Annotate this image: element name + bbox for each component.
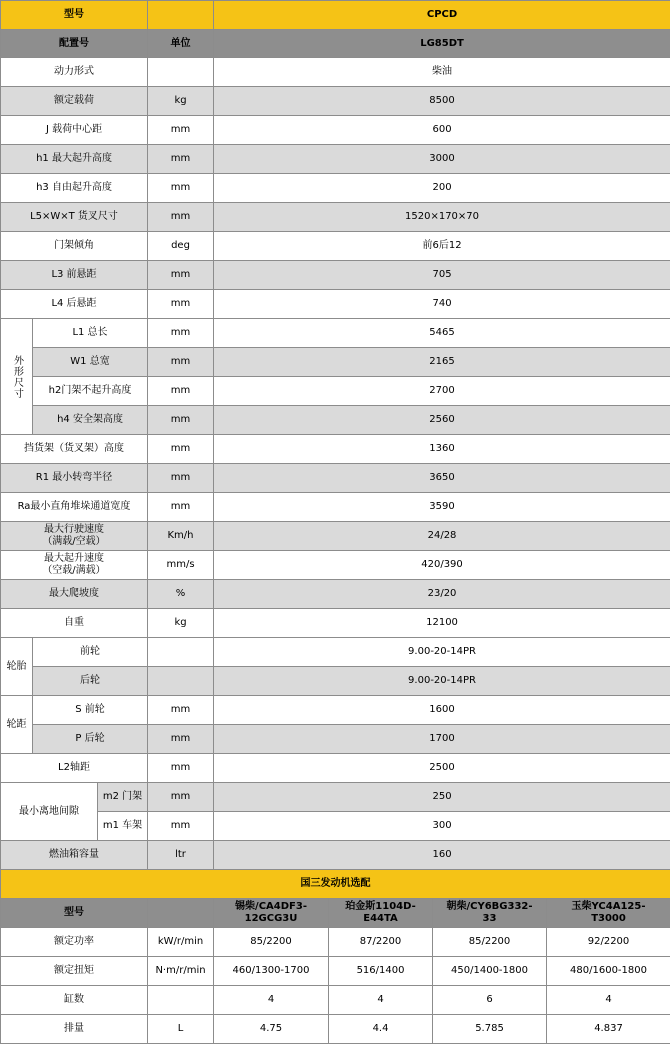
engine-row-cylinders xyxy=(1,986,670,1015)
row-unit: mm xyxy=(148,116,214,145)
row-value: 柴油 xyxy=(214,58,670,87)
row-label: L2轴距 xyxy=(1,754,148,783)
row-value: 705 xyxy=(214,261,670,290)
row-label: h4 安全架高度 xyxy=(33,406,148,435)
spec-row-load xyxy=(1,87,670,116)
row-unit: mm xyxy=(148,696,214,725)
engine-value: 85/2200 xyxy=(433,928,547,957)
row-value: 3590 xyxy=(214,493,670,522)
engine-model-2 xyxy=(329,899,433,928)
row-label: 后轮 xyxy=(33,667,148,696)
row-value: 12100 xyxy=(214,609,670,638)
row-label: L1 总长 xyxy=(33,319,148,348)
row-label: h3 自由起升高度 xyxy=(1,174,148,203)
row-label: 缸数 xyxy=(1,986,148,1015)
row-value: 600 xyxy=(214,116,670,145)
engine-header-row xyxy=(1,899,670,928)
row-label: h1 最大起升高度 xyxy=(1,145,148,174)
row-unit: mm xyxy=(148,174,214,203)
engine-value: 516/1400 xyxy=(329,957,433,986)
row-value: 8500 xyxy=(214,87,670,116)
row-unit: kW/r/min xyxy=(148,928,214,957)
row-value: 9.00-20-14PR xyxy=(214,667,670,696)
row-label: 最大爬坡度 xyxy=(1,580,148,609)
engine-value: 4 xyxy=(214,986,329,1015)
engine-section-row xyxy=(1,870,670,899)
engine-model-line2: 33 xyxy=(482,913,497,924)
row-value: 1700 xyxy=(214,725,670,754)
engine-value: 460/1300-1700 xyxy=(214,957,329,986)
engine-model-line1: 朝柴/CY6BG332- xyxy=(446,901,533,912)
row-label-line2: （空载/满载） xyxy=(42,565,106,576)
engine-section-title: 国三发动机选配 xyxy=(1,870,670,899)
row-unit: mm xyxy=(148,783,214,812)
config-value: LG85DT xyxy=(214,30,670,58)
row-label: S 前轮 xyxy=(33,696,148,725)
clearance-group-label: 最小离地间隙 xyxy=(1,783,98,841)
row-value: 200 xyxy=(214,174,670,203)
spec-row-fuel xyxy=(1,841,670,870)
row-label: 燃油箱容量 xyxy=(1,841,148,870)
row-unit: mm xyxy=(148,435,214,464)
row-unit: mm xyxy=(148,493,214,522)
engine-model-line1: 锡柴/CA4DF3- xyxy=(235,901,307,912)
row-unit: mm xyxy=(148,203,214,232)
tire-group-label: 轮胎 xyxy=(1,638,33,696)
engine-model-4 xyxy=(547,899,670,928)
row-unit: mm xyxy=(148,464,214,493)
row-unit: kg xyxy=(148,609,214,638)
engine-row-power xyxy=(1,928,670,957)
row-value: 前6后12 xyxy=(214,232,670,261)
spec-row-weight xyxy=(1,609,670,638)
config-row xyxy=(1,30,670,58)
spec-row-l1 xyxy=(1,319,670,348)
engine-value: 4.4 xyxy=(329,1015,433,1044)
row-value: 420/390 xyxy=(214,551,670,580)
engine-value: 6 xyxy=(433,986,547,1015)
row-unit xyxy=(148,986,214,1015)
spec-row-backrest xyxy=(1,435,670,464)
track-group-label: 轮距 xyxy=(1,696,33,754)
row-unit: Km/h xyxy=(148,522,214,551)
row-unit: L xyxy=(148,1015,214,1044)
row-label-line1: 最大行驶速度 xyxy=(44,524,104,535)
spec-row-h3 xyxy=(1,174,670,203)
spec-row-ra xyxy=(1,493,670,522)
row-label xyxy=(1,522,148,551)
engine-value: 87/2200 xyxy=(329,928,433,957)
row-unit: mm/s xyxy=(148,551,214,580)
engine-model-3 xyxy=(433,899,547,928)
row-label: R1 最小转弯半径 xyxy=(1,464,148,493)
row-label: m2 门架 xyxy=(98,783,148,812)
engine-model-line1: 玉柴YC4A125- xyxy=(571,901,646,912)
row-value: 1600 xyxy=(214,696,670,725)
model-row xyxy=(1,1,670,30)
row-label xyxy=(1,551,148,580)
row-value: 23/20 xyxy=(214,580,670,609)
spec-row-tilt xyxy=(1,232,670,261)
spec-row-l3 xyxy=(1,261,670,290)
row-unit: % xyxy=(148,580,214,609)
row-unit xyxy=(148,58,214,87)
engine-value: 4.75 xyxy=(214,1015,329,1044)
row-label: 自重 xyxy=(1,609,148,638)
row-unit: kg xyxy=(148,87,214,116)
engine-model-line2: E44TA xyxy=(363,913,398,924)
engine-value: 4 xyxy=(329,986,433,1015)
row-value: 3000 xyxy=(214,145,670,174)
row-unit: N·m/r/min xyxy=(148,957,214,986)
engine-value: 85/2200 xyxy=(214,928,329,957)
engine-value: 450/1400-1800 xyxy=(433,957,547,986)
row-value: 250 xyxy=(214,783,670,812)
engine-row-displacement xyxy=(1,1015,670,1044)
row-unit: mm xyxy=(148,290,214,319)
model-value: CPCD xyxy=(214,1,670,30)
row-label: W1 总宽 xyxy=(33,348,148,377)
row-unit: ltr xyxy=(148,841,214,870)
row-label: 额定扭矩 xyxy=(1,957,148,986)
spec-row-rear-tire xyxy=(1,667,670,696)
engine-model-label: 型号 xyxy=(1,899,148,928)
row-unit: mm xyxy=(148,319,214,348)
row-label-line2: （满载/空载） xyxy=(42,536,106,547)
engine-value: 5.785 xyxy=(433,1015,547,1044)
row-value: 740 xyxy=(214,290,670,319)
engine-row-torque xyxy=(1,957,670,986)
row-unit: mm xyxy=(148,348,214,377)
row-value: 5465 xyxy=(214,319,670,348)
row-value: 300 xyxy=(214,812,670,841)
row-value: 2700 xyxy=(214,377,670,406)
row-label: L4 后悬距 xyxy=(1,290,148,319)
row-label: 门架倾角 xyxy=(1,232,148,261)
row-label: m1 车架 xyxy=(98,812,148,841)
row-unit: deg xyxy=(148,232,214,261)
row-label: 额定载荷 xyxy=(1,87,148,116)
row-label-line1: 最大起升速度 xyxy=(44,553,104,564)
spec-row-fork xyxy=(1,203,670,232)
config-label: 配置号 xyxy=(1,30,148,58)
row-value: 2165 xyxy=(214,348,670,377)
engine-model-line2: 12GCG3U xyxy=(244,913,298,924)
row-unit: mm xyxy=(148,406,214,435)
row-label: 额定功率 xyxy=(1,928,148,957)
spec-row-grade xyxy=(1,580,670,609)
spec-row-lift-speed xyxy=(1,551,670,580)
row-label: Ra最小直角堆垛通道宽度 xyxy=(1,493,148,522)
row-unit: mm xyxy=(148,812,214,841)
row-value: 2500 xyxy=(214,754,670,783)
spec-row-h2 xyxy=(1,377,670,406)
spec-row-w1 xyxy=(1,348,670,377)
spec-row-m1 xyxy=(1,812,670,841)
row-label: L5×W×T 货叉尺寸 xyxy=(1,203,148,232)
row-value: 9.00-20-14PR xyxy=(214,638,670,667)
spec-row-power xyxy=(1,58,670,87)
row-unit: mm xyxy=(148,725,214,754)
row-value: 3650 xyxy=(214,464,670,493)
row-label: 挡货架（货叉架）高度 xyxy=(1,435,148,464)
spec-row-h4 xyxy=(1,406,670,435)
spec-row-m2 xyxy=(1,783,670,812)
spec-row-front-tire xyxy=(1,638,670,667)
row-unit: mm xyxy=(148,145,214,174)
spec-row-speed xyxy=(1,522,670,551)
spec-row-wheelbase xyxy=(1,754,670,783)
engine-value: 4 xyxy=(547,986,670,1015)
spec-row-load-center xyxy=(1,116,670,145)
row-unit: mm xyxy=(148,261,214,290)
spec-row-rear-track xyxy=(1,725,670,754)
row-unit: mm xyxy=(148,377,214,406)
spec-row-r1 xyxy=(1,464,670,493)
row-label: L3 前悬距 xyxy=(1,261,148,290)
engine-model-line1: 珀金斯1104D- xyxy=(345,901,416,912)
engine-value: 92/2200 xyxy=(547,928,670,957)
row-unit xyxy=(148,667,214,696)
row-label: P 后轮 xyxy=(33,725,148,754)
engine-model-line2: T3000 xyxy=(591,913,626,924)
row-value: 1520×170×70 xyxy=(214,203,670,232)
row-label: 排量 xyxy=(1,1015,148,1044)
engine-model-1 xyxy=(214,899,329,928)
engine-value: 4.837 xyxy=(547,1015,670,1044)
unit-header: 单位 xyxy=(148,30,214,58)
row-value: 24/28 xyxy=(214,522,670,551)
row-label: h2门架不起升高度 xyxy=(33,377,148,406)
dims-group-label: 外形尺寸 xyxy=(1,319,33,435)
model-unit-cell xyxy=(148,1,214,30)
engine-unit-cell xyxy=(148,899,214,928)
row-label: J 载荷中心距 xyxy=(1,116,148,145)
spec-row-h1 xyxy=(1,145,670,174)
spec-row-front-track xyxy=(1,696,670,725)
row-label: 动力形式 xyxy=(1,58,148,87)
row-unit: mm xyxy=(148,754,214,783)
spec-row-l4 xyxy=(1,290,670,319)
model-label: 型号 xyxy=(1,1,148,30)
row-label: 前轮 xyxy=(33,638,148,667)
row-value: 1360 xyxy=(214,435,670,464)
row-value: 160 xyxy=(214,841,670,870)
row-unit xyxy=(148,638,214,667)
row-value: 2560 xyxy=(214,406,670,435)
engine-value: 480/1600-1800 xyxy=(547,957,670,986)
